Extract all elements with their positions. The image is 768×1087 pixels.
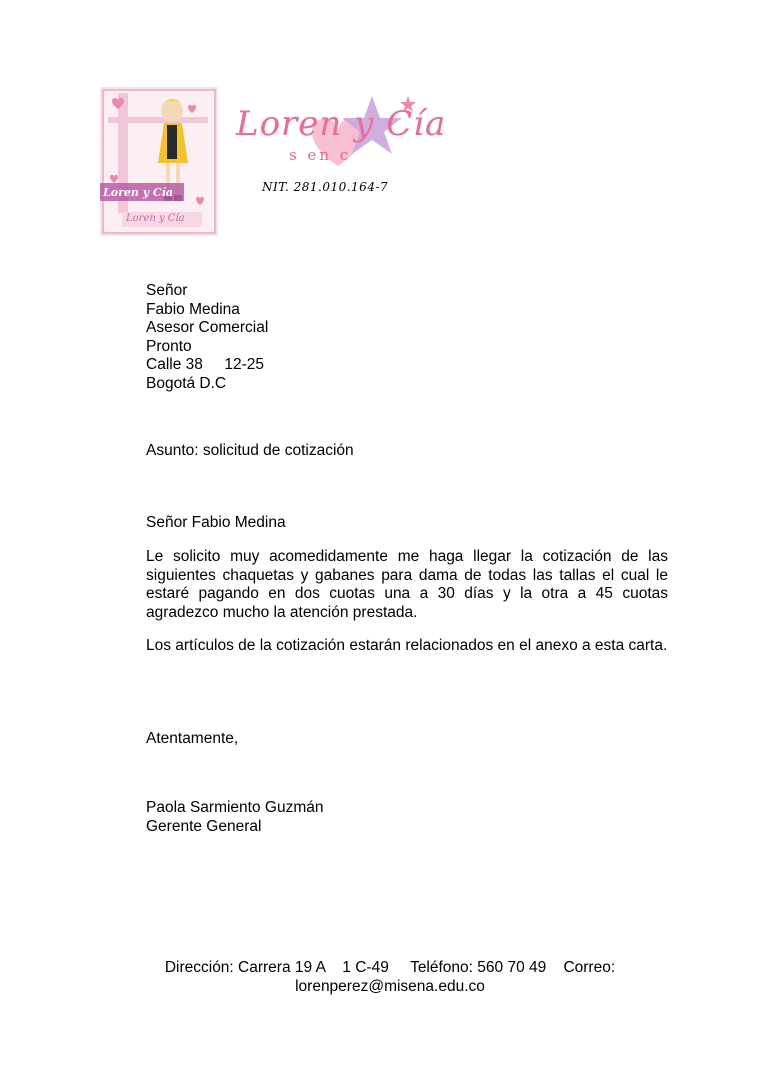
signer-title: Gerente General — [146, 817, 262, 835]
footer-email: lorenperez@misena.edu.co — [295, 978, 485, 995]
recipient-line: Pronto — [146, 337, 192, 355]
recipient-line: Fabio Medina — [146, 300, 240, 318]
body-paragraph-1: Le solicito muy acomedidamente me haga llegar la cotización de las siguientes chaquetas y gabanes para dama de todas las tallas el cual le estaré pagando en dos cuotas una a 30 días y la otra a 45 cuotas agradezco mucho la atención prestada. — [146, 548, 668, 621]
signer-name: Paola Sarmiento Guzmán — [146, 799, 324, 816]
tax-id-nit: NIT. 281.010.164-7 — [262, 180, 389, 194]
footer-contact — [100, 958, 680, 996]
brand-subtitle: s en c — [289, 146, 352, 164]
recipient-line: Calle 38 12-25 — [146, 356, 265, 373]
recipient-address — [146, 282, 668, 393]
recipient-line: Señor — [146, 282, 188, 299]
subject-line: Asunto: solicitud de cotización — [146, 442, 354, 459]
salutation: Señor Fabio Medina — [146, 514, 286, 531]
logo-lettering-top: Loren y Cía — [103, 186, 173, 199]
recipient-line: Asesor Comercial — [146, 319, 269, 336]
logo-lettering-bottom: Loren y Cía — [126, 213, 185, 224]
footer-address-phone: Dirección: Carrera 19 A 1 C-49 Teléfono: 560 70 49 Correo: — [164, 959, 616, 976]
brand-name: Loren y Cía — [236, 104, 447, 144]
signature-block — [146, 799, 668, 836]
body-paragraph-2: Los artículos de la cotización estarán relacionados en el anexo a esta carta. — [146, 637, 668, 654]
closing: Atentamente, — [146, 730, 239, 747]
recipient-line: Bogotá D.C — [146, 374, 227, 392]
